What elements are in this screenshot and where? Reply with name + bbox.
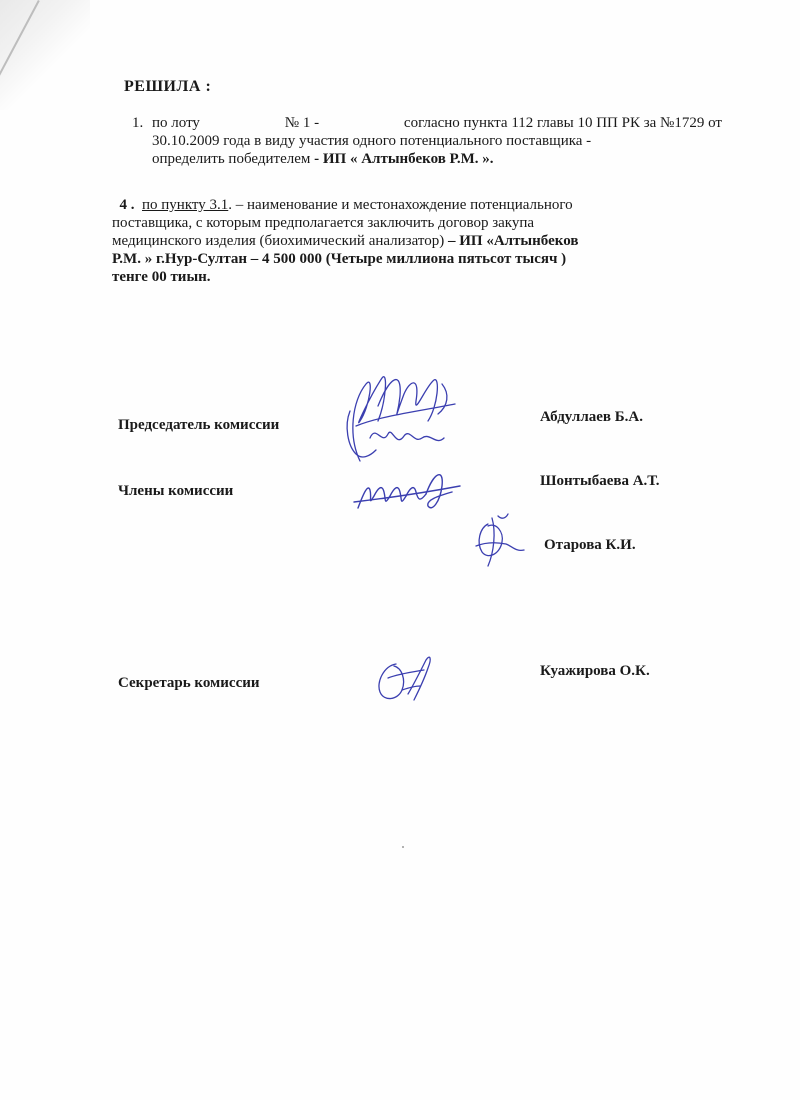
item-4-clause-ref: по пункту 3.1 bbox=[142, 197, 229, 213]
member-2-signature bbox=[462, 512, 532, 572]
item-4-line-4: Р.М. » г.Нур-Султан – 4 500 000 (Четыре миллиона пятьсот тысяч ) bbox=[112, 251, 567, 267]
item-1-number: 1. bbox=[132, 115, 144, 131]
item-4-line-3 bbox=[112, 232, 722, 250]
item-4-line-2: поставщика, с которым предполагается заключить договор закупа bbox=[112, 215, 535, 231]
item-4-clause-text: . – наименование и местонахождение потенциального bbox=[228, 197, 573, 213]
item-1-winner: - ИП « Алтынбеков Р.М. ». bbox=[314, 151, 494, 167]
secretary-label: Секретарь комиссии bbox=[118, 675, 260, 691]
members-label: Члены комиссии bbox=[118, 483, 234, 499]
secretary-signature bbox=[368, 650, 448, 710]
member-1-name: Шонтыбаева А.Т. bbox=[540, 473, 660, 489]
secretary-name: Куажирова О.К. bbox=[540, 663, 650, 679]
chairman-signature bbox=[330, 366, 470, 476]
item-1-winner-prefix: определить победителем bbox=[152, 151, 315, 167]
item-4-supplier-start: – ИП «Алтынбеков bbox=[447, 233, 579, 249]
member-2-name: Отарова К.И. bbox=[544, 537, 636, 553]
item-4-line-1 bbox=[112, 196, 722, 214]
decision-heading: РЕШИЛА : bbox=[124, 78, 212, 95]
item-1-line-2: 30.10.2009 года в виду участия одного потенциального поставщика - bbox=[152, 133, 592, 149]
decision-item-4 bbox=[112, 196, 722, 286]
scan-speck bbox=[402, 846, 404, 848]
item-4-line-5: тенге 00 тиын. bbox=[112, 269, 211, 285]
item-1-line-1 bbox=[152, 114, 722, 132]
member-1-signature bbox=[348, 462, 468, 522]
chairman-label: Председатель комиссии bbox=[118, 417, 280, 433]
item-1-lot-number: № 1 - bbox=[284, 115, 320, 131]
scan-corner-shadow bbox=[0, 0, 90, 110]
item-1-line-3 bbox=[152, 150, 722, 168]
item-1-basis: согласно пункта 112 главы 10 ПП РК за №1729 от bbox=[403, 115, 722, 131]
item-4-number: 4 . bbox=[119, 197, 135, 213]
item-1-lot-label: по лоту bbox=[152, 115, 200, 131]
item-4-product: медицинского изделия (биохимический анализатор) bbox=[112, 233, 448, 249]
chairman-name: Абдуллаев Б.А. bbox=[540, 409, 644, 425]
